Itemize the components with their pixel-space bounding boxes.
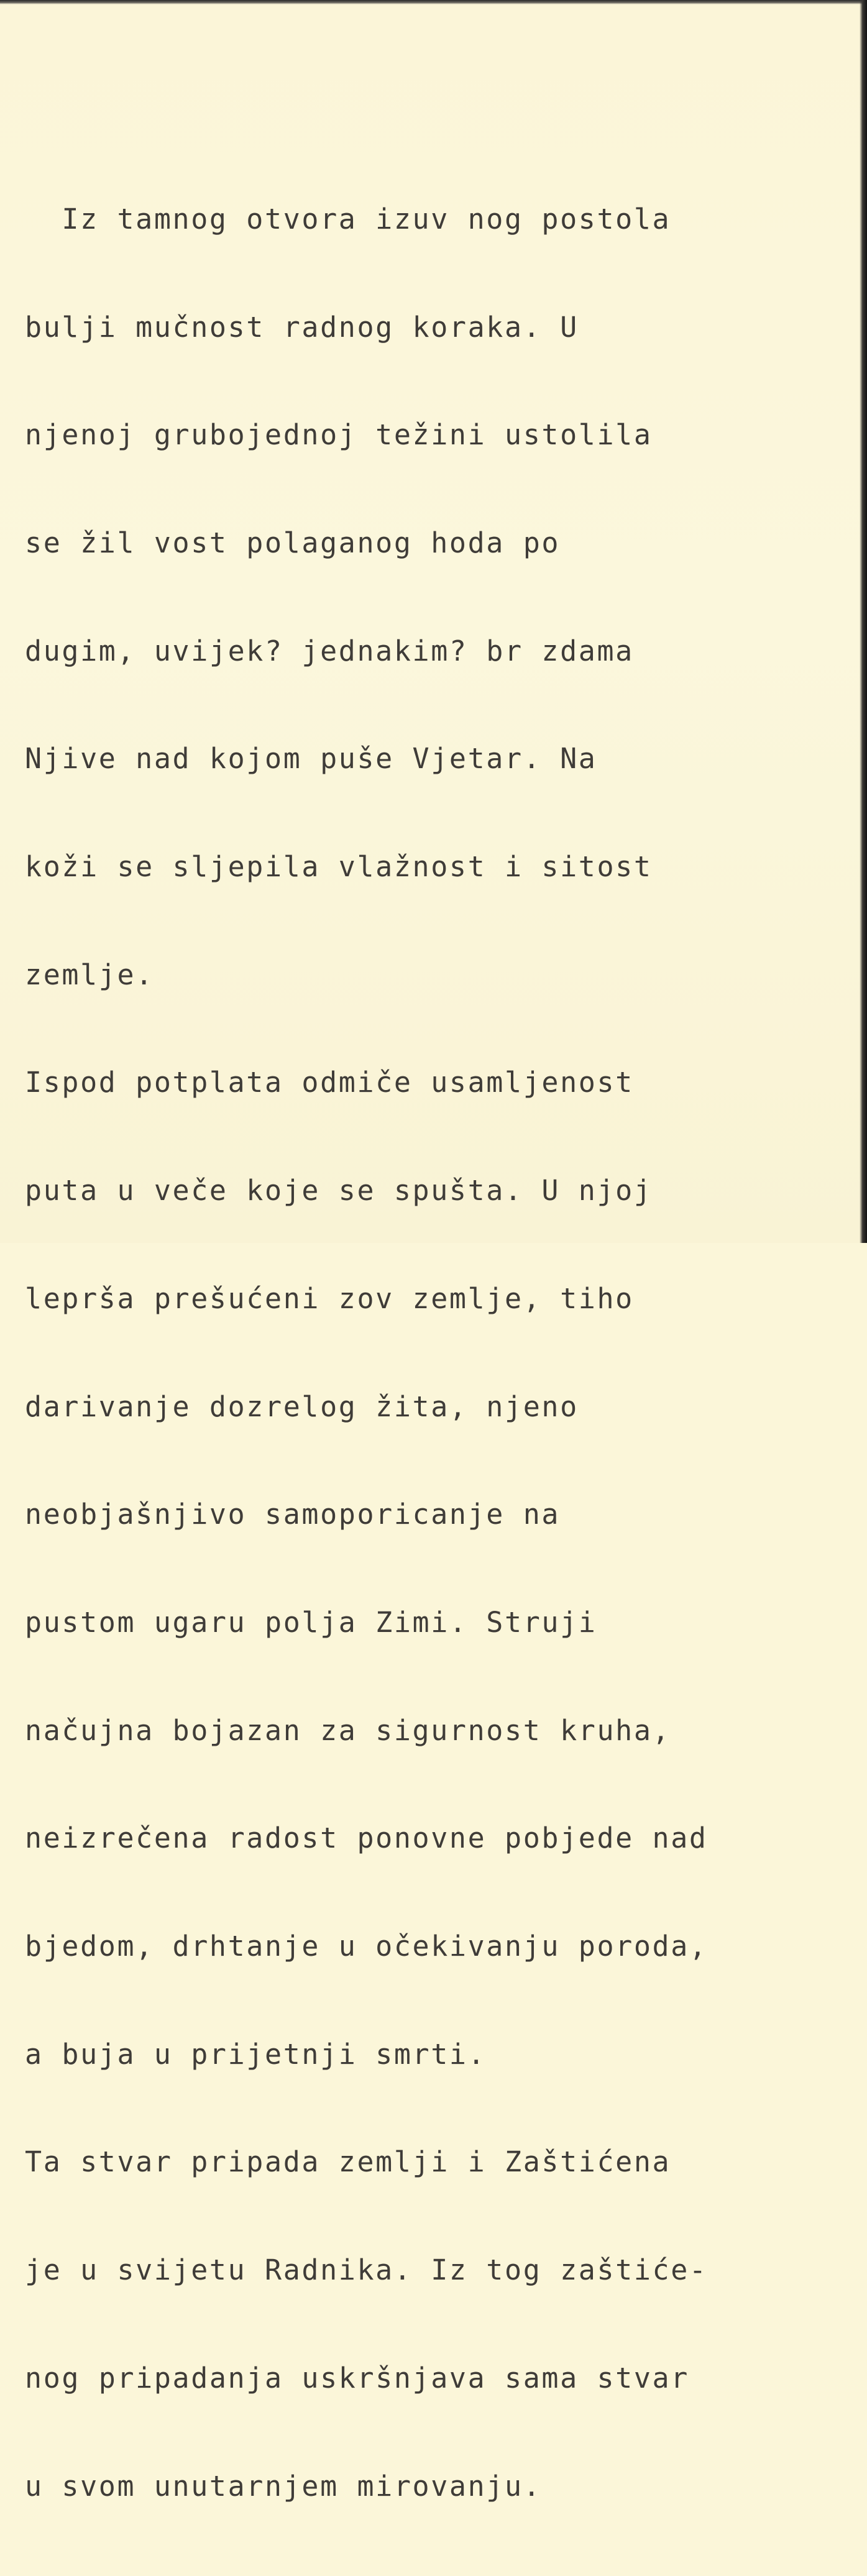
- text-line: Ispod potplata odmiče usamljenost: [25, 1066, 634, 1099]
- text-line: Njive nad kojom puše Vjetar. Na: [25, 742, 597, 776]
- text-line: Ta stvar pripada zemlji i Zaštićena: [25, 2145, 671, 2179]
- text-line: pustom ugaru polja Zimi. Struji: [25, 1605, 597, 1639]
- text-line: neizrečena radost ponovne pobjede nad: [25, 1822, 708, 1855]
- text-line: načujna bojazan za sigurnost kruha,: [25, 1713, 671, 1747]
- text-line: leprša prešućeni zov zemlje, tiho: [25, 1281, 634, 1315]
- text-line: Iz tamnog otvora izuv nog postola: [25, 202, 671, 236]
- text-line: neobjašnjivo samoporicanje na: [25, 1498, 561, 1531]
- text-line: a buja u prijetnji smrti.: [25, 2037, 487, 2071]
- text-line: koži se sljepila vlažnost i sitost: [25, 850, 653, 884]
- top-scan-edge: [0, 0, 867, 4]
- text-line: bjedom, drhtanje u očekivanju poroda,: [25, 1930, 708, 1963]
- text-line: nog pripadanja uskršnjava sama stvar: [25, 2361, 689, 2395]
- right-scan-edge: [860, 0, 867, 1243]
- text-line: darivanje dozrelog žita, njeno: [25, 1390, 579, 1423]
- text-line: zemlje.: [25, 958, 154, 991]
- text-line: se žil vost polaganog hoda po: [25, 526, 561, 559]
- typewritten-text: [25, 129, 833, 2576]
- text-line: puta u veče koje se spušta. U njoj: [25, 1174, 653, 1208]
- text-line: je u svijetu Radnika. Iz tog zaštiće-: [25, 2253, 708, 2287]
- text-line: u svom unutarnjem mirovanju.: [25, 2469, 542, 2503]
- text-line: njenoj grubojednoj težini ustolila: [25, 418, 653, 452]
- text-line: dugim, uvijek? jednakim? br zdama: [25, 634, 634, 667]
- text-line: bulji mučnost radnog koraka. U: [25, 310, 579, 344]
